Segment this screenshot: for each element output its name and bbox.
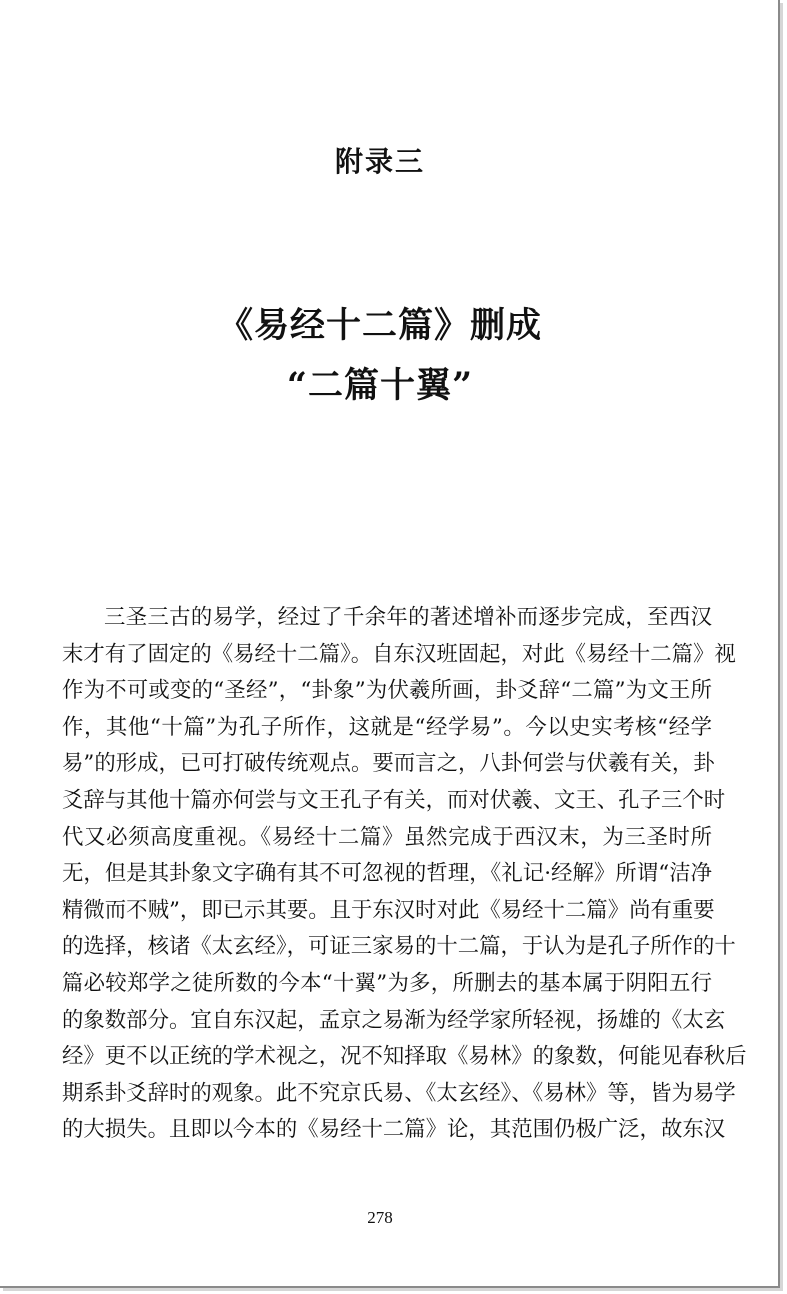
text-line: 的大损失。且即以今本的《易经十二篇》论，其范围仍极广泛，故东汉 bbox=[62, 1117, 726, 1143]
text-line: 作，其他“十篇”为孔子所作，这就是“经学易”。今以史实考核“经学 bbox=[62, 714, 712, 740]
text-line: 经》更不以正统的学术视之，况不知择取《易林》的象数，何能见春秋后 bbox=[62, 1044, 747, 1070]
text-line: 的选择，核诸《太玄经》，可证三家易的十二篇，于认为是孔子所作的十 bbox=[62, 934, 736, 960]
appendix-label: 附录三 bbox=[334, 145, 425, 178]
text-line: 作为不可或变的“圣经”，“卦象”为伏羲所画，卦爻辞“二篇”为文王所 bbox=[62, 678, 712, 704]
body-text bbox=[62, 600, 747, 1149]
text-line: 代又必须高度重视。《易经十二篇》虽然完成于西汉末，为三圣时所 bbox=[62, 824, 712, 850]
text-line: 末才有了固定的《易经十二篇》。自东汉班固起，对此《易经十二篇》视 bbox=[62, 641, 736, 667]
chapter-title-line-2: “二篇十翼” bbox=[286, 365, 474, 406]
page-number: 278 bbox=[367, 1208, 393, 1227]
text-line: 易”的形成，已可打破传统观点。要而言之，八卦何尝与伏羲有关，卦 bbox=[62, 751, 715, 777]
text-line: 无，但是其卦象文字确有其不可忽视的哲理，《礼记·经解》所谓“洁净 bbox=[62, 861, 712, 887]
text-line: 期系卦爻辞时的观象。此不究京氏易、《太玄经》、《易林》等，皆为易学 bbox=[62, 1080, 736, 1106]
chapter-title bbox=[0, 296, 760, 416]
text-line: 精微而不贼”，即已示其要。且于东汉时对此《易经十二篇》尚有重要 bbox=[62, 897, 715, 923]
text-line: 篇必较郑学之徒所数的今本“十翼”为多，所删去的基本属于阴阳五行 bbox=[62, 970, 712, 996]
text-line: 三圣三古的易学，经过了千余年的著述增补而逐步完成，至西汉 bbox=[104, 605, 712, 630]
text-line: 爻辞与其他十篇亦何尝与文王孔子有关，而对伏羲、文王、孔子三个时 bbox=[62, 787, 726, 813]
text-line: 的象数部分。宜自东汉起，孟京之易渐为经学家所轻视，扬雄的《太玄 bbox=[62, 1007, 726, 1033]
chapter-title-line-1: 《易经十二篇》删成 bbox=[217, 305, 542, 346]
